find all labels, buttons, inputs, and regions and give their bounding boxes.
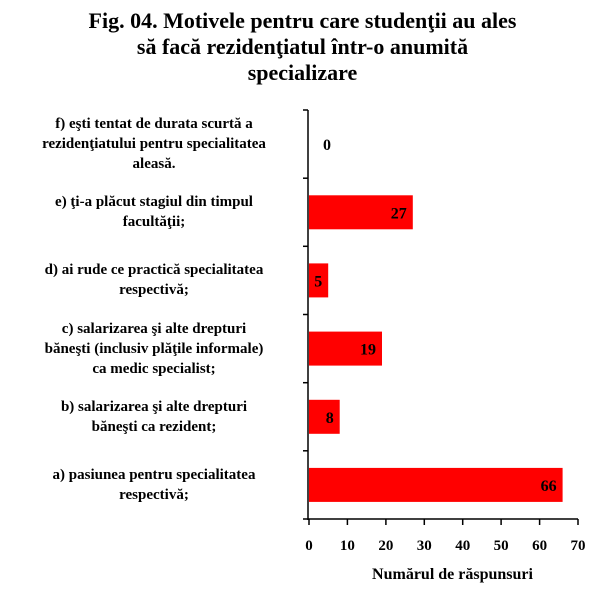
category-label-1-line-1: facultăţii; bbox=[122, 214, 186, 231]
category-label-2-line-1: respectivă; bbox=[119, 282, 189, 299]
bar-value-label-0: 0 bbox=[323, 137, 331, 155]
bar-value-label-4: 8 bbox=[325, 409, 334, 427]
category-label-0-line-0: f) eşti tentat de durata scurtă a bbox=[55, 116, 253, 133]
x-tick-label-1: 10 bbox=[339, 538, 355, 554]
x-tick-label-6: 60 bbox=[532, 538, 548, 554]
bar-value-label-2: 5 bbox=[314, 273, 323, 291]
bar-value-label-3: 19 bbox=[360, 341, 376, 359]
chart-title-line-2: să facă rezidenţiatul într-o anumită bbox=[136, 34, 469, 59]
x-axis-title: Numărul de răspunsuri bbox=[372, 566, 533, 583]
chart-title-line-3: specializare bbox=[247, 60, 358, 85]
x-tick-label-0: 0 bbox=[305, 538, 313, 554]
category-label-0-line-2: aleasă. bbox=[132, 156, 176, 173]
category-label-3-line-1: băneşti (inclusiv plăţile informale) bbox=[44, 340, 264, 357]
bar-value-label-5: 66 bbox=[540, 477, 557, 495]
category-label-5-line-0: a) pasiunea pentru specialitatea bbox=[52, 466, 256, 483]
category-label-4-line-0: b) salarizarea şi alte drepturi bbox=[60, 398, 248, 415]
x-tick-label-4: 40 bbox=[455, 538, 471, 554]
bar-5 bbox=[309, 468, 563, 502]
bar-4 bbox=[309, 400, 340, 434]
x-tick-label-3: 30 bbox=[416, 538, 432, 554]
x-tick-label-5: 50 bbox=[493, 538, 509, 554]
x-tick-label-7: 70 bbox=[570, 538, 586, 554]
x-tick-label-2: 20 bbox=[378, 538, 394, 554]
category-label-3-line-2: ca medic specialist; bbox=[92, 360, 216, 377]
category-label-0-line-1: rezidenţiatului pentru specialitatea bbox=[42, 136, 266, 153]
chart-title-line-1: Fig. 04. Motivele pentru care studenţii au ales bbox=[88, 8, 517, 33]
category-label-5-line-1: respectivă; bbox=[119, 486, 189, 503]
category-label-1-line-0: e) ţi-a plăcut stagiul din timpul bbox=[55, 194, 253, 211]
category-label-3-line-0: c) salarizarea şi alte drepturi bbox=[61, 320, 247, 337]
bar-value-label-1: 27 bbox=[390, 205, 407, 223]
category-label-2-line-0: d) ai rude ce practică specialitatea bbox=[44, 262, 264, 279]
category-label-4-line-1: băneşti ca rezident; bbox=[91, 418, 217, 435]
